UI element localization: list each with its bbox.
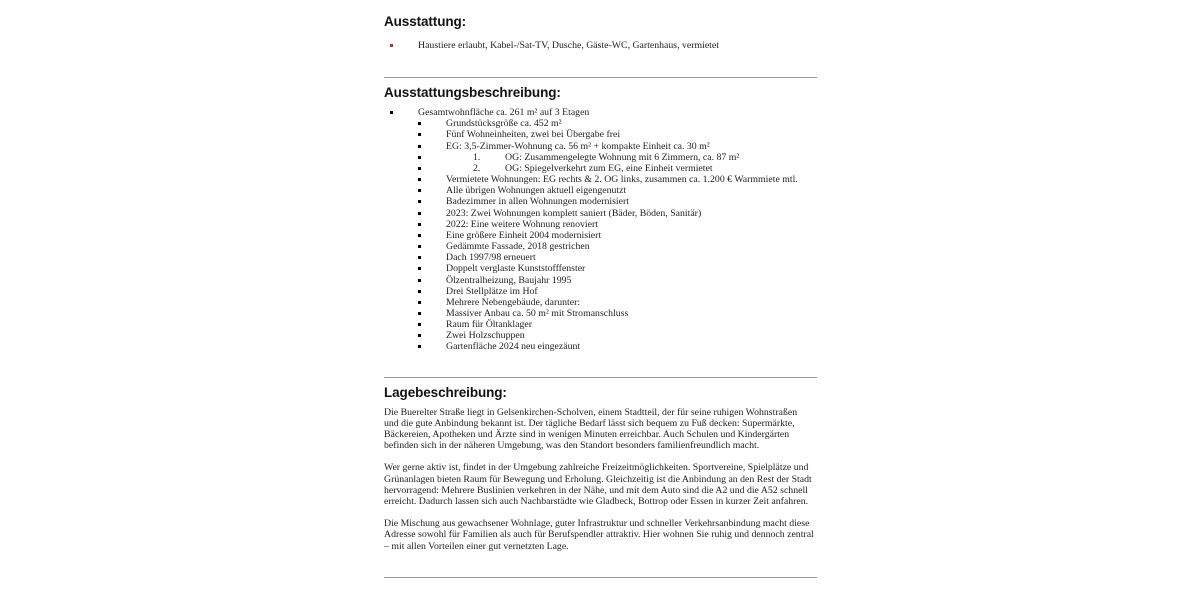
list-item: [384, 219, 817, 230]
square-bullet-icon: [418, 245, 421, 248]
list-item-text: Massiver Anbau ca. 50 m² mit Stromanschluss: [446, 307, 629, 319]
square-bullet-icon: [418, 122, 421, 125]
paragraph: Wer gerne aktiv ist, findet in der Umgebung zahlreiche Freizeitmöglichkeiten. Sportvereine, Spielplätze und Grünanlagen bieten Raum für Bewegung und Erholung. Gleichzeitig ist die Anbindung an den Rest der Stadt hervorragend: Mehrere Buslinien verkehren in der Nähe, und mit dem Auto sind die A2 und die A52 schnell erreicht. Dadurch lassen sich auch Nachbarstädte wie Gladbeck, Bottrop oder Essen in kurzer Zeit anfahren.: [384, 462, 812, 508]
section-title-ausstattungsbeschreibung: Ausstattungsbeschreibung:: [384, 85, 561, 101]
list-item: [384, 319, 817, 330]
list-item: [384, 118, 817, 129]
square-bullet-icon: [418, 345, 421, 348]
list-item-text: Haustiere erlaubt, Kabel-/Sat-TV, Dusche, Gäste-WC, Gartenhaus, vermietet: [418, 40, 719, 51]
list-item-text: 2022: Eine weitere Wohnung renoviert: [446, 218, 598, 230]
list-item: [384, 275, 817, 286]
square-bullet-icon: [390, 111, 393, 114]
list-item: [384, 40, 817, 51]
list-item-text: Gesamtwohnfläche ca. 261 m² auf 3 Etagen: [418, 107, 590, 119]
list-item: [384, 152, 817, 163]
list-item-text: Fünf Wohneinheiten, zwei bei Übergabe frei: [446, 129, 621, 141]
list-item-text: OG: Spiegelverkehrt zum EG, eine Einheit vermietet: [505, 162, 713, 174]
list-item: [384, 252, 817, 263]
list-item-text: EG: 3,5-Zimmer-Wohnung ca. 56 m² + kompakte Einheit ca. 30 m²: [446, 140, 710, 152]
list-item-number: 2.: [473, 162, 481, 174]
list-item: [384, 297, 817, 308]
square-bullet-icon: [418, 156, 421, 159]
list-item: [384, 129, 817, 140]
list-item-text: OG: Zusammengelegte Wohnung mit 6 Zimmern, ca. 87 m²: [505, 151, 740, 163]
content-column: [384, 0, 817, 578]
list-item-text: Doppelt verglaste Kunststofffenster: [446, 263, 586, 275]
square-bullet-icon: [418, 178, 421, 181]
list-item: [384, 263, 817, 274]
square-bullet-icon: [418, 133, 421, 136]
list-item: [384, 308, 817, 319]
square-bullet-icon: [418, 312, 421, 315]
square-bullet-icon: [390, 44, 393, 47]
list-item-text: Mehrere Nebengebäude, darunter:: [446, 296, 581, 308]
list-item: [384, 163, 817, 174]
list-item-text: Ölzentralheizung, Baujahr 1995: [446, 274, 572, 286]
list-item: [384, 241, 817, 252]
list-item: [384, 107, 817, 118]
list-item-text: Alle übrigen Wohnungen aktuell eigengenutzt: [446, 185, 627, 197]
square-bullet-icon: [418, 334, 421, 337]
list-item: [384, 174, 817, 185]
list-item-text: Grundstücksgröße ca. 452 m²: [446, 118, 562, 130]
ausstattung-list: [384, 40, 817, 51]
list-item: [384, 185, 817, 196]
horizontal-divider: [384, 577, 817, 578]
list-item: [384, 230, 817, 241]
list-item: [384, 141, 817, 152]
square-bullet-icon: [418, 323, 421, 326]
list-item: [384, 330, 817, 341]
list-item-text: Gartenfläche 2024 neu eingezäunt: [446, 341, 581, 353]
list-item: [384, 196, 817, 207]
lagebeschreibung-paragraphs: [384, 407, 817, 552]
list-item-text: Badezimmer in allen Wohnungen modernisiert: [446, 196, 629, 208]
horizontal-divider: [384, 77, 817, 78]
square-bullet-icon: [418, 301, 421, 304]
square-bullet-icon: [418, 189, 421, 192]
square-bullet-icon: [418, 256, 421, 259]
square-bullet-icon: [418, 290, 421, 293]
square-bullet-icon: [418, 200, 421, 203]
square-bullet-icon: [418, 279, 421, 282]
paragraph: Die Mischung aus gewachsener Wohnlage, guter Infrastruktur und schneller Verkehrsanbindung macht diese Adresse sowohl für Familien als auch für Berufspendler attraktiv. Hier wohnen Sie ruhig und dennoch zentral – mit allen Vorteilen einer gut vernetzten Lage.: [384, 518, 814, 552]
square-bullet-icon: [418, 167, 421, 170]
list-item-text: Zwei Holzschuppen: [446, 330, 525, 342]
paragraph: Die Buerelter Straße liegt in Gelsenkirchen-Scholven, einem Stadtteil, der für seine ruhigen Wohnstraßen und die gute Anbindung bekannt ist. Der tägliche Bedarf lässt sich bequem zu Fuß decken: Supermärkte, Bäckereien, Apotheken und Ärzte sind in wenigen Minuten erreichbar. Auch Schulen und Kindergärten befinden sich in der näheren Umgebung, was den Standort besonders familienfreundlich macht.: [384, 406, 798, 452]
list-item: [384, 286, 817, 297]
list-item-number: 1.: [473, 151, 481, 163]
section-title-ausstattung: Ausstattung:: [384, 14, 467, 29]
square-bullet-icon: [418, 223, 421, 226]
list-item-text: Raum für Öltanklager: [446, 319, 532, 331]
list-item-text: 2023: Zwei Wohnungen komplett saniert (Bäder, Böden, Sanitär): [446, 207, 702, 219]
list-item: [384, 208, 817, 219]
square-bullet-icon: [418, 145, 421, 148]
square-bullet-icon: [418, 234, 421, 237]
list-item-text: Drei Stellplätze im Hof: [446, 285, 538, 297]
horizontal-divider: [384, 377, 817, 378]
list-item-text: Vermietete Wohnungen: EG rechts & 2. OG links, zusammen ca. 1.200 € Warmmiete mtl.: [446, 174, 798, 186]
list-item-text: Gedämmte Fassade, 2018 gestrichen: [446, 241, 590, 253]
square-bullet-icon: [418, 212, 421, 215]
list-item-text: Eine größere Einheit 2004 modernisiert: [446, 229, 602, 241]
list-item: [384, 341, 817, 352]
square-bullet-icon: [418, 267, 421, 270]
list-item-text: Dach 1997/98 erneuert: [446, 252, 536, 264]
ausstattungsbeschreibung-list: [384, 107, 817, 352]
section-title-lagebeschreibung: Lagebeschreibung:: [384, 384, 507, 400]
